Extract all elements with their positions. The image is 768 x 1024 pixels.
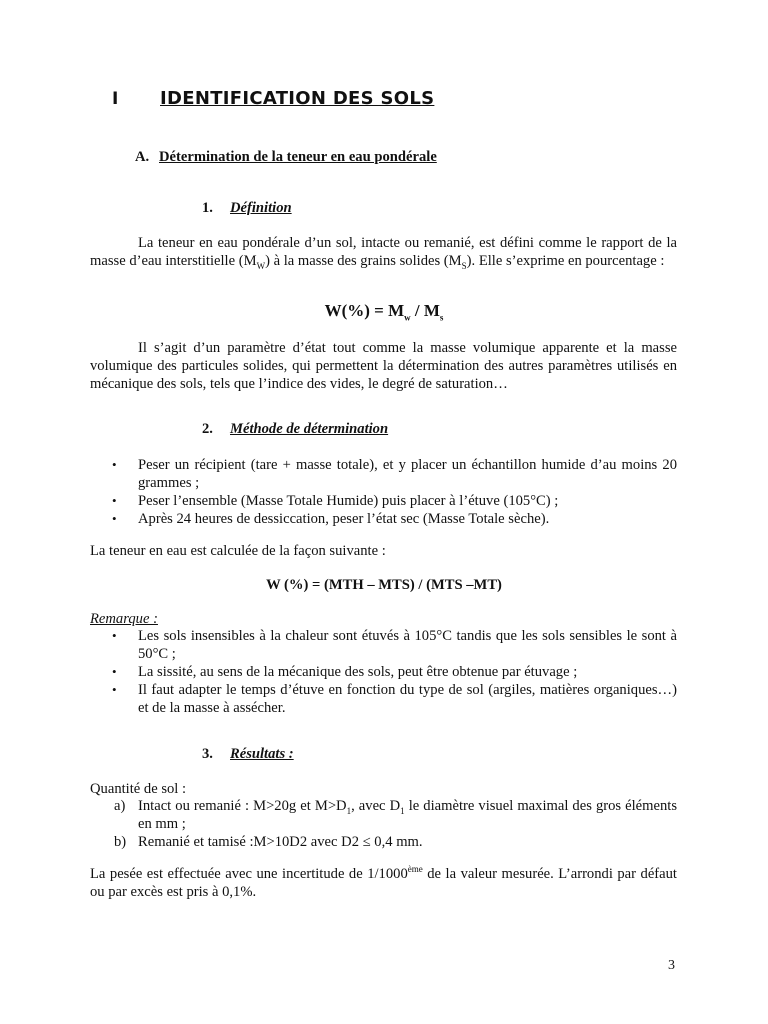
- list-item: • Il faut adapter le temps d’étuve en fonction du type de sol (argiles, matières organiques…) et de la masse à assécher.: [112, 682, 677, 716]
- subsection-2-title: Méthode de détermination: [230, 421, 389, 437]
- chapter-heading: [112, 90, 434, 108]
- definition-paragraph: La teneur en eau pondérale d’un sol, intacte ou remanié, est défini comme le rapport de la masse d’eau interstitielle $(M_W)$ à la masse des grains solides $(M_S)$. Elle s’exprime en pourcentage :: [90, 235, 677, 271]
- list-item: • Peser l’ensemble (Masse Totale Humide) puis placer à l’étuve (105°C) ;: [112, 493, 559, 509]
- section-a-label: A.: [135, 149, 150, 165]
- precision-paragraph: La pesée est effectuée avec une incertitude de 1/1000ème de la valeur mesurée. L’arrondi par défaut ou par excès est pris à 0,1%.: [90, 864, 677, 900]
- list-item: • Peser un récipient (tare + masse totale), et y placer un échantillon humide d’au moins 20 grammes ;: [112, 457, 677, 491]
- remarks-list: [90, 627, 677, 717]
- section-a-title: Détermination de la teneur en eau pondérale: [159, 149, 437, 165]
- moisture-formula: W (%) = (MTH – MTS) / (MTS –MT): [266, 577, 502, 593]
- parameter-paragraph: Il s’agit d’un paramètre d’état tout comme la masse volumique apparente et la masse volumique des particules solides, qui permettent la détermination des autres paramètres utilisés en mécanique des sols, tels que l’indice des vides, le degré de saturation…: [90, 340, 677, 392]
- water-content-formula: $W(\%) = M_w / M_s$: [324, 301, 444, 323]
- subsection-1-number: 1.: [202, 200, 213, 216]
- subsection-2-heading: [202, 420, 388, 438]
- list-item: • Après 24 heures de dessiccation, peser l’état sec (Masse Totale sèche).: [112, 511, 550, 527]
- list-item: a) Intact ou remanié : M>20g et $M>D_1$, avec $D_1$ le diamètre visuel maximal des gros éléments en mm ;: [114, 798, 678, 832]
- subsection-3-heading: [202, 745, 294, 763]
- calculation-intro: La teneur en eau est calculée de la façon suivante :: [90, 543, 386, 559]
- remark-label: Remarque :: [90, 611, 158, 627]
- subsection-2-number: 2.: [202, 421, 213, 437]
- list-item: b) Remanié et tamisé :M>10D2 avec D2 ≤ 0,4 mm.: [114, 834, 423, 850]
- subsection-1-heading: [202, 199, 292, 217]
- subsection-3-title: Résultats :: [230, 746, 294, 762]
- list-item: • La sissité, au sens de la mécanique des sols, peut être obtenue par étuvage ;: [112, 664, 578, 680]
- chapter-title: IDENTIFICATION DES SOLS: [160, 88, 435, 109]
- subsection-1-title: Définition: [230, 200, 292, 216]
- page-number: 3: [668, 958, 675, 973]
- section-a-heading: [135, 148, 437, 166]
- quantity-list: [90, 797, 677, 851]
- method-steps-list: [90, 456, 677, 528]
- list-item: • Les sols insensibles à la chaleur sont étuvés à 105°C tandis que les sols sensibles le sont à 50°C ;: [112, 628, 677, 662]
- chapter-number: I: [112, 89, 119, 109]
- subsection-3-number: 3.: [202, 746, 213, 762]
- quantity-intro: Quantité de sol :: [90, 781, 187, 797]
